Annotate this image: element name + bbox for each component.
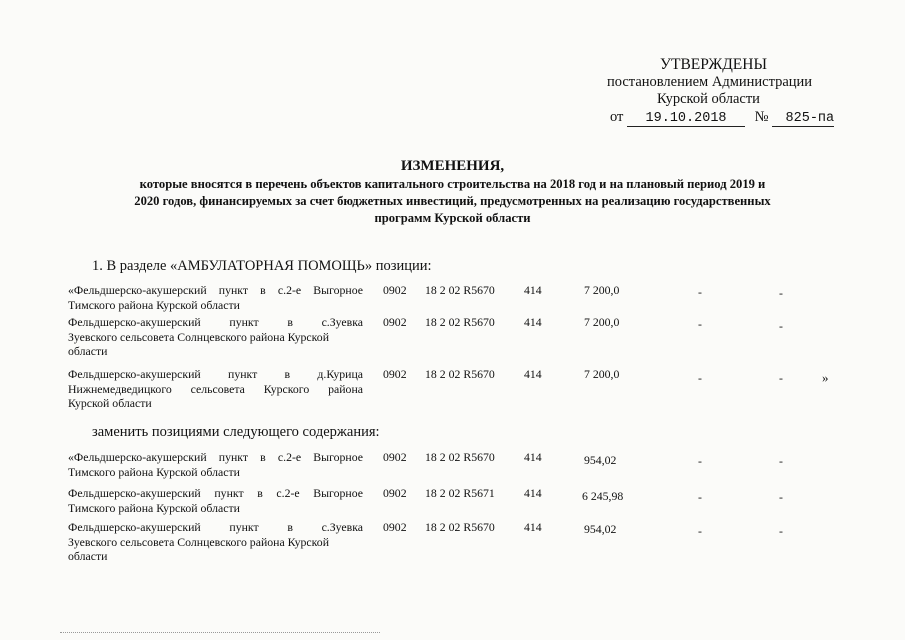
approval-heading: УТВЕРЖДЕНЫ — [660, 56, 767, 73]
closing-quote: » — [822, 370, 829, 385]
document-title: ИЗМЕНЕНИЯ, — [400, 158, 505, 174]
replace-heading: заменить позициями следующего содержания: — [92, 424, 380, 440]
date-prefix: от — [610, 109, 624, 125]
object-name: Фельдшерско-акушерский пункт в д.Курица Нижнемедведицкого сельсовета Курского района Курской области — [68, 367, 363, 410]
section-code: 0902 — [383, 367, 407, 381]
expense-type: 414 — [524, 315, 542, 329]
section-code: 0902 — [383, 450, 407, 464]
amount-2019: - — [698, 371, 702, 385]
target-code: 18 2 02 R5670 — [425, 367, 495, 381]
object-name: «Фельдшерско-акушерский пункт в с.2-е Выгорное Тимского района Курской области — [68, 283, 363, 312]
expense-type: 414 — [524, 367, 542, 381]
amount-2018: 7 200,0 — [584, 283, 620, 297]
approval-date-line — [610, 108, 834, 127]
approval-number: 825-па — [772, 111, 834, 127]
target-code: 18 2 02 R5671 — [425, 486, 495, 500]
approval-by-line2: Курской области — [657, 91, 760, 107]
amount-2020: - — [779, 490, 783, 504]
amount-2019: - — [698, 524, 702, 538]
amount-2019: - — [698, 317, 702, 331]
amount-2019: - — [698, 454, 702, 468]
target-code: 18 2 02 R5670 — [425, 315, 495, 329]
target-code: 18 2 02 R5670 — [425, 450, 495, 464]
expense-type: 414 — [524, 283, 542, 297]
amount-2019: - — [698, 490, 702, 504]
scan-artifact-line — [60, 632, 380, 634]
object-name: Фельдшерско-акушерский пункт в с.Зуевка Зуевского сельсовета Солнцевского района Курской области — [68, 520, 363, 563]
target-code: 18 2 02 R5670 — [425, 520, 495, 534]
amount-2018: 7 200,0 — [584, 367, 620, 381]
amount-2019: - — [698, 285, 702, 299]
amount-2020: - — [779, 286, 783, 300]
section-code: 0902 — [383, 520, 407, 534]
section-heading: 1. В разделе «АМБУЛАТОРНАЯ ПОМОЩЬ» позиции: — [92, 258, 432, 274]
title-line-1: которые вносятся в перечень объектов капитального строительства на 2018 год и на плановый период 2019 и — [139, 177, 766, 191]
object-name: Фельдшерско-акушерский пункт в с.2-е Выгорное Тимского района Курской области — [68, 486, 363, 515]
object-name: Фельдшерско-акушерский пункт в с.Зуевка Зуевского сельсовета Солнцевского района Курской области — [68, 315, 363, 358]
section-code: 0902 — [383, 486, 407, 500]
target-code: 18 2 02 R5670 — [425, 283, 495, 297]
approval-by-line1: постановлением Администрации — [607, 74, 813, 90]
section-code: 0902 — [383, 283, 407, 297]
amount-2020: - — [779, 371, 783, 385]
section-code: 0902 — [383, 315, 407, 329]
amount-2018: 954,02 — [584, 453, 617, 467]
expense-type: 414 — [524, 450, 542, 464]
amount-2018: 7 200,0 — [584, 315, 620, 329]
title-line-3: программ Курской области — [374, 211, 531, 225]
expense-type: 414 — [524, 520, 542, 534]
object-name: «Фельдшерско-акушерский пункт в с.2-е Выгорное Тимского района Курской области — [68, 450, 363, 479]
amount-2020: - — [779, 319, 783, 333]
amount-2020: - — [779, 524, 783, 538]
amount-2020: - — [779, 454, 783, 468]
amount-2018: 954,02 — [584, 522, 617, 536]
title-line-2: 2020 годов, финансируемых за счет бюджетных инвестиций, предусмотренных на реализацию государственных — [134, 194, 771, 208]
amount-2018: 6 245,98 — [582, 489, 624, 503]
expense-type: 414 — [524, 486, 542, 500]
approval-date: 19.10.2018 — [627, 111, 745, 127]
number-prefix: № — [754, 109, 769, 125]
